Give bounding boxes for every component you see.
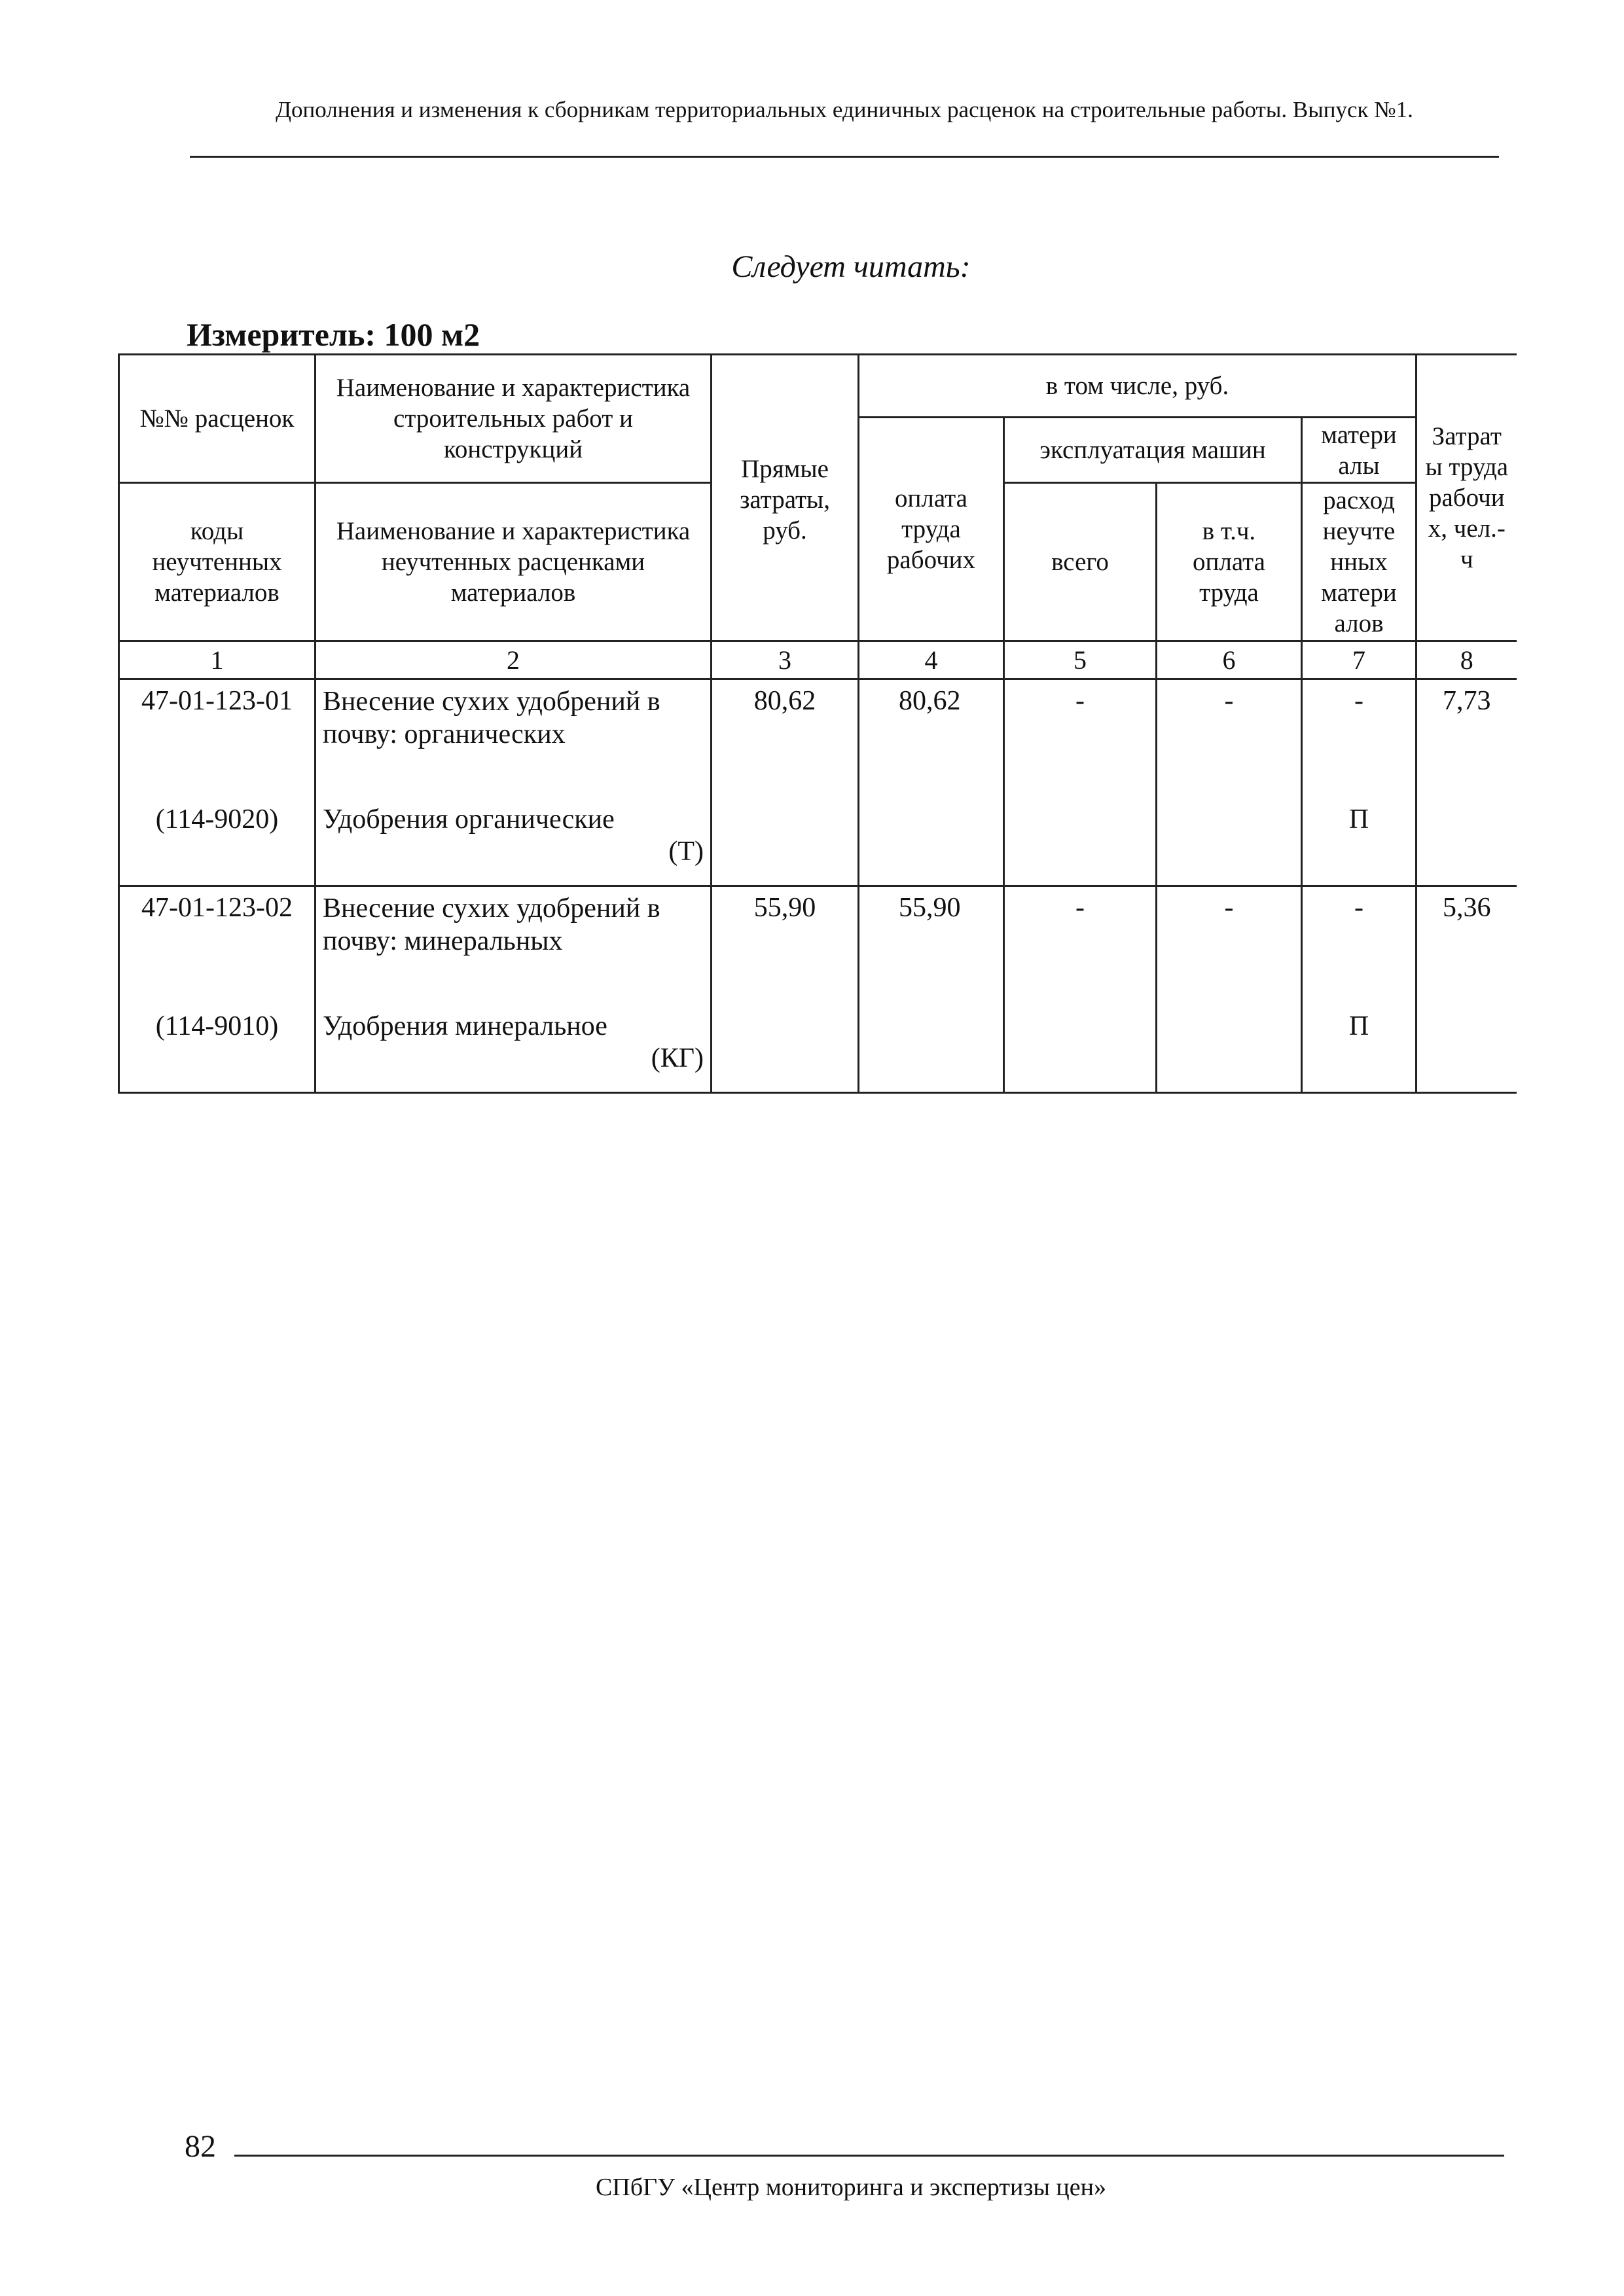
material-name — [316, 804, 712, 886]
column-number: 8 — [1416, 641, 1517, 679]
header-labor-pay: оплата труда рабочих — [859, 418, 1004, 641]
table-row — [119, 886, 1517, 1011]
header-machines-labor: в т.ч. оплата труда — [1157, 483, 1302, 641]
material-code: (114-9020) — [119, 804, 316, 886]
column-number: 6 — [1157, 641, 1302, 679]
direct-costs: 80,62 — [712, 679, 859, 804]
table-row — [119, 679, 1517, 804]
header-machines-total: всего — [1004, 483, 1157, 641]
material-unit: (КГ) — [651, 1043, 704, 1073]
work-name: Внесение сухих удобрений в почву: органических — [316, 679, 712, 804]
material-name — [316, 1011, 712, 1093]
header-materials-usage: расход неучте нных матери алов — [1302, 483, 1416, 641]
header-labor-cost: Затрат ы труда рабочи х, чел.- ч — [1416, 355, 1517, 641]
materials: - — [1302, 679, 1416, 804]
header-material-name: Наименование и характеристика неучтенных расценками материалов — [316, 483, 712, 641]
work-name: Внесение сухих удобрений в почву: минеральных — [316, 886, 712, 1011]
machines-labor: - — [1157, 679, 1302, 804]
footer-organization: СПбГУ «Центр мониторинга и экспертизы цен» — [596, 2174, 1106, 2201]
header-material-codes: коды неучтенных материалов — [119, 483, 316, 641]
table-row — [119, 804, 1517, 886]
machines-labor: - — [1157, 886, 1302, 1011]
table-row — [119, 1011, 1517, 1093]
material-usage: П — [1302, 1011, 1416, 1093]
header-machines: эксплуатация машин — [1004, 418, 1302, 483]
labor-pay: 80,62 — [859, 679, 1004, 804]
column-number: 1 — [119, 641, 316, 679]
column-number: 3 — [712, 641, 859, 679]
subtitle: Следует читать: — [731, 249, 971, 284]
labor-hours: 5,36 — [1416, 886, 1517, 1011]
column-number: 2 — [316, 641, 712, 679]
header-materials: матери алы — [1302, 418, 1416, 483]
machines-total: - — [1004, 679, 1157, 804]
footer-divider — [234, 2155, 1504, 2157]
page-number: 82 — [185, 2129, 216, 2164]
direct-costs: 55,90 — [712, 886, 859, 1011]
header-direct-costs: Прямые затраты, руб. — [712, 355, 859, 641]
header-work-name: Наименование и характеристика строительных работ и конструкций — [316, 355, 712, 483]
materials: - — [1302, 886, 1416, 1011]
measure-unit: Измеритель: 100 м2 — [187, 316, 480, 353]
page-header: Дополнения и изменения к сборникам территориальных единичных расценок на строительные работы. Выпуск №1. — [276, 97, 1413, 122]
column-number: 7 — [1302, 641, 1416, 679]
material-usage: П — [1302, 804, 1416, 886]
header-divider — [190, 156, 1499, 158]
rate-code: 47-01-123-02 — [119, 886, 316, 1011]
rates-table — [118, 353, 1517, 1094]
header-rate-no: №№ расценок — [119, 355, 316, 483]
machines-total: - — [1004, 886, 1157, 1011]
material-name-text: Удобрения минеральное — [323, 1011, 607, 1041]
header-including: в том числе, руб. — [859, 355, 1416, 418]
labor-hours: 7,73 — [1416, 679, 1517, 804]
labor-pay: 55,90 — [859, 886, 1004, 1011]
material-unit: (Т) — [668, 836, 704, 867]
rate-code: 47-01-123-01 — [119, 679, 316, 804]
material-name-text: Удобрения органические — [323, 804, 615, 834]
column-number: 4 — [859, 641, 1004, 679]
column-number: 5 — [1004, 641, 1157, 679]
material-code: (114-9010) — [119, 1011, 316, 1093]
